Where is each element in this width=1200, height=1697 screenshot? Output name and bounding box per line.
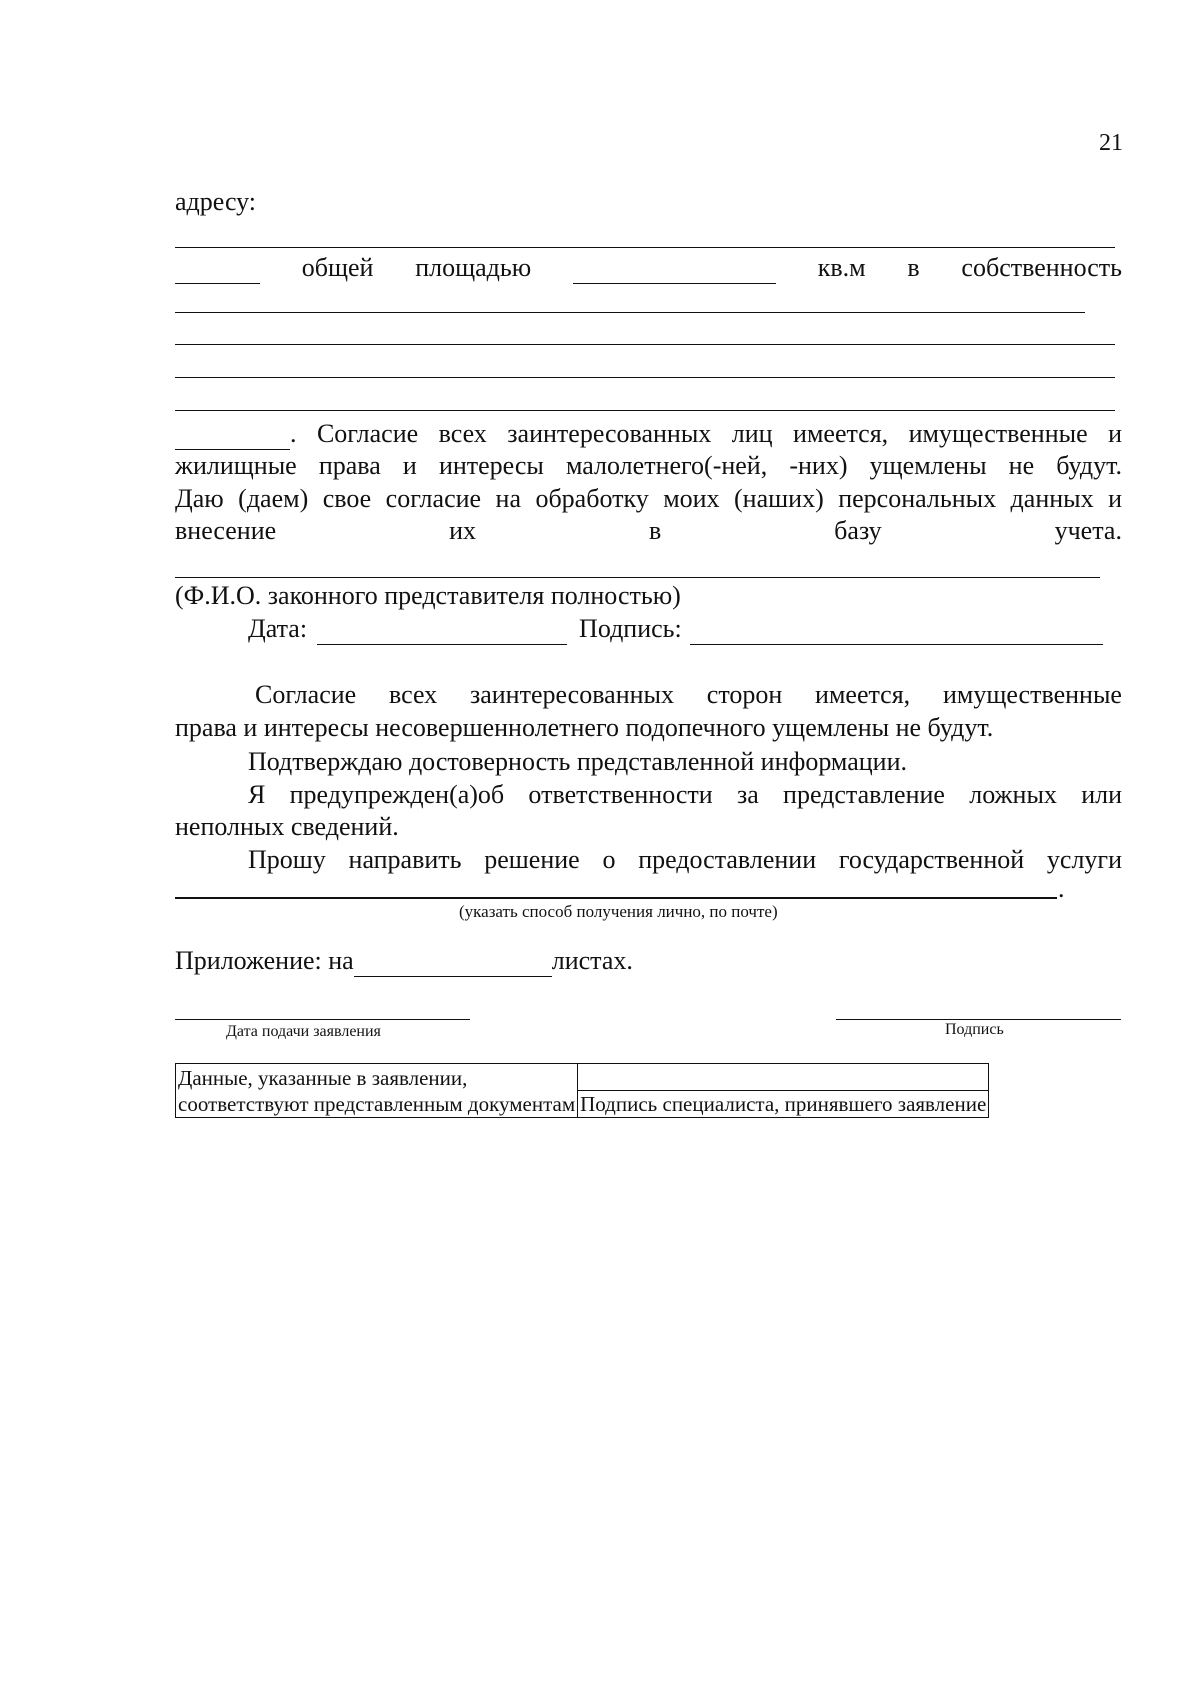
delivery-line-period: .: [1058, 874, 1065, 903]
specialist-signature-field: [578, 1064, 988, 1091]
paragraph-2: Подтверждаю достоверность представленной информации.: [248, 747, 907, 776]
blank-line-4: [175, 410, 1115, 411]
delivery-caption: (указать способ получения лично, по почте): [459, 902, 778, 921]
blank-field: [175, 425, 290, 450]
blank-field: [175, 259, 260, 284]
area-word-in: в: [907, 253, 920, 282]
address-line-1: [175, 247, 1115, 248]
consent-text-2: жилищные права и интересы малолетнего(-ней, -них) ущемлены не будут.: [175, 451, 1122, 480]
attachment-row: [175, 945, 633, 977]
word: имущественные: [942, 680, 1122, 709]
word: базу: [834, 516, 882, 545]
attachment-sheets-field: [354, 952, 552, 977]
word: всех: [388, 680, 438, 709]
submission-date-caption: Дата подачи заявления: [226, 1023, 381, 1040]
specialist-signature-label: Подпись специалиста, принявшего заявление: [580, 1092, 987, 1116]
word: внесение: [175, 516, 277, 545]
verification-statement: [176, 1064, 578, 1118]
area-unit: кв.м: [817, 253, 866, 282]
consent-line-1: [175, 418, 1122, 450]
word: их: [449, 516, 477, 545]
consent-text-4: [175, 515, 1122, 547]
area-word-ownership: собственность: [961, 253, 1122, 282]
word: в: [648, 516, 662, 545]
page-number: 21: [1099, 130, 1123, 156]
verification-table: [175, 1063, 989, 1118]
submission-signature-caption: Подпись: [945, 1021, 1004, 1038]
word: сторон: [706, 680, 783, 709]
specialist-signature-cell: [578, 1064, 989, 1118]
signature-label: Подпись:: [579, 614, 682, 643]
address-label: адресу:: [175, 187, 257, 216]
delivery-method-line: [175, 897, 1057, 899]
word: Согласие: [255, 680, 357, 709]
paragraph-1-line-1: [255, 679, 1122, 711]
consent-text-3: Даю (даем) свое согласие на обработку моих (наших) персональных данных и: [175, 484, 1122, 513]
paragraph-1-line-2: права и интересы несовершеннолетнего подопечного ущемлены не будут.: [175, 713, 994, 742]
paragraph-3-line-1: Я предупрежден(а)об ответственности за представление ложных или: [248, 780, 1122, 809]
area-word-area: площадью: [415, 253, 532, 282]
word: заинтересованных: [469, 680, 674, 709]
area-row: [175, 252, 1122, 284]
date-signature-row: [248, 613, 1103, 645]
date-label: Дата:: [248, 614, 308, 643]
word: имеется,: [815, 680, 911, 709]
attachment-prefix: Приложение: на: [175, 946, 354, 975]
blank-line-3: [175, 377, 1115, 378]
area-word-general: общей: [301, 253, 374, 282]
area-value-field: [573, 259, 776, 284]
verification-line-1: Данные, указанные в заявлении,: [178, 1066, 468, 1090]
blank-line-1: [175, 312, 1085, 313]
representative-name-line: [175, 577, 1100, 578]
word: учета.: [1054, 516, 1122, 545]
representative-caption: (Ф.И.О. законного представителя полностью): [175, 581, 681, 610]
blank-line-2: [175, 344, 1115, 345]
verification-line-2: соответствуют представленным документам: [178, 1092, 576, 1116]
paragraph-4-line-1: Прошу направить решение о предоставлении государственной услуги: [248, 845, 1122, 874]
submission-date-line: [175, 1019, 470, 1020]
paragraph-3-line-2: неполных сведений.: [175, 812, 399, 841]
consent-text-1: . Согласие всех заинтересованных лиц имеется, имущественные и: [290, 419, 1122, 448]
date-field: [317, 620, 567, 645]
signature-field: [690, 620, 1103, 645]
attachment-suffix: листах.: [551, 946, 633, 975]
